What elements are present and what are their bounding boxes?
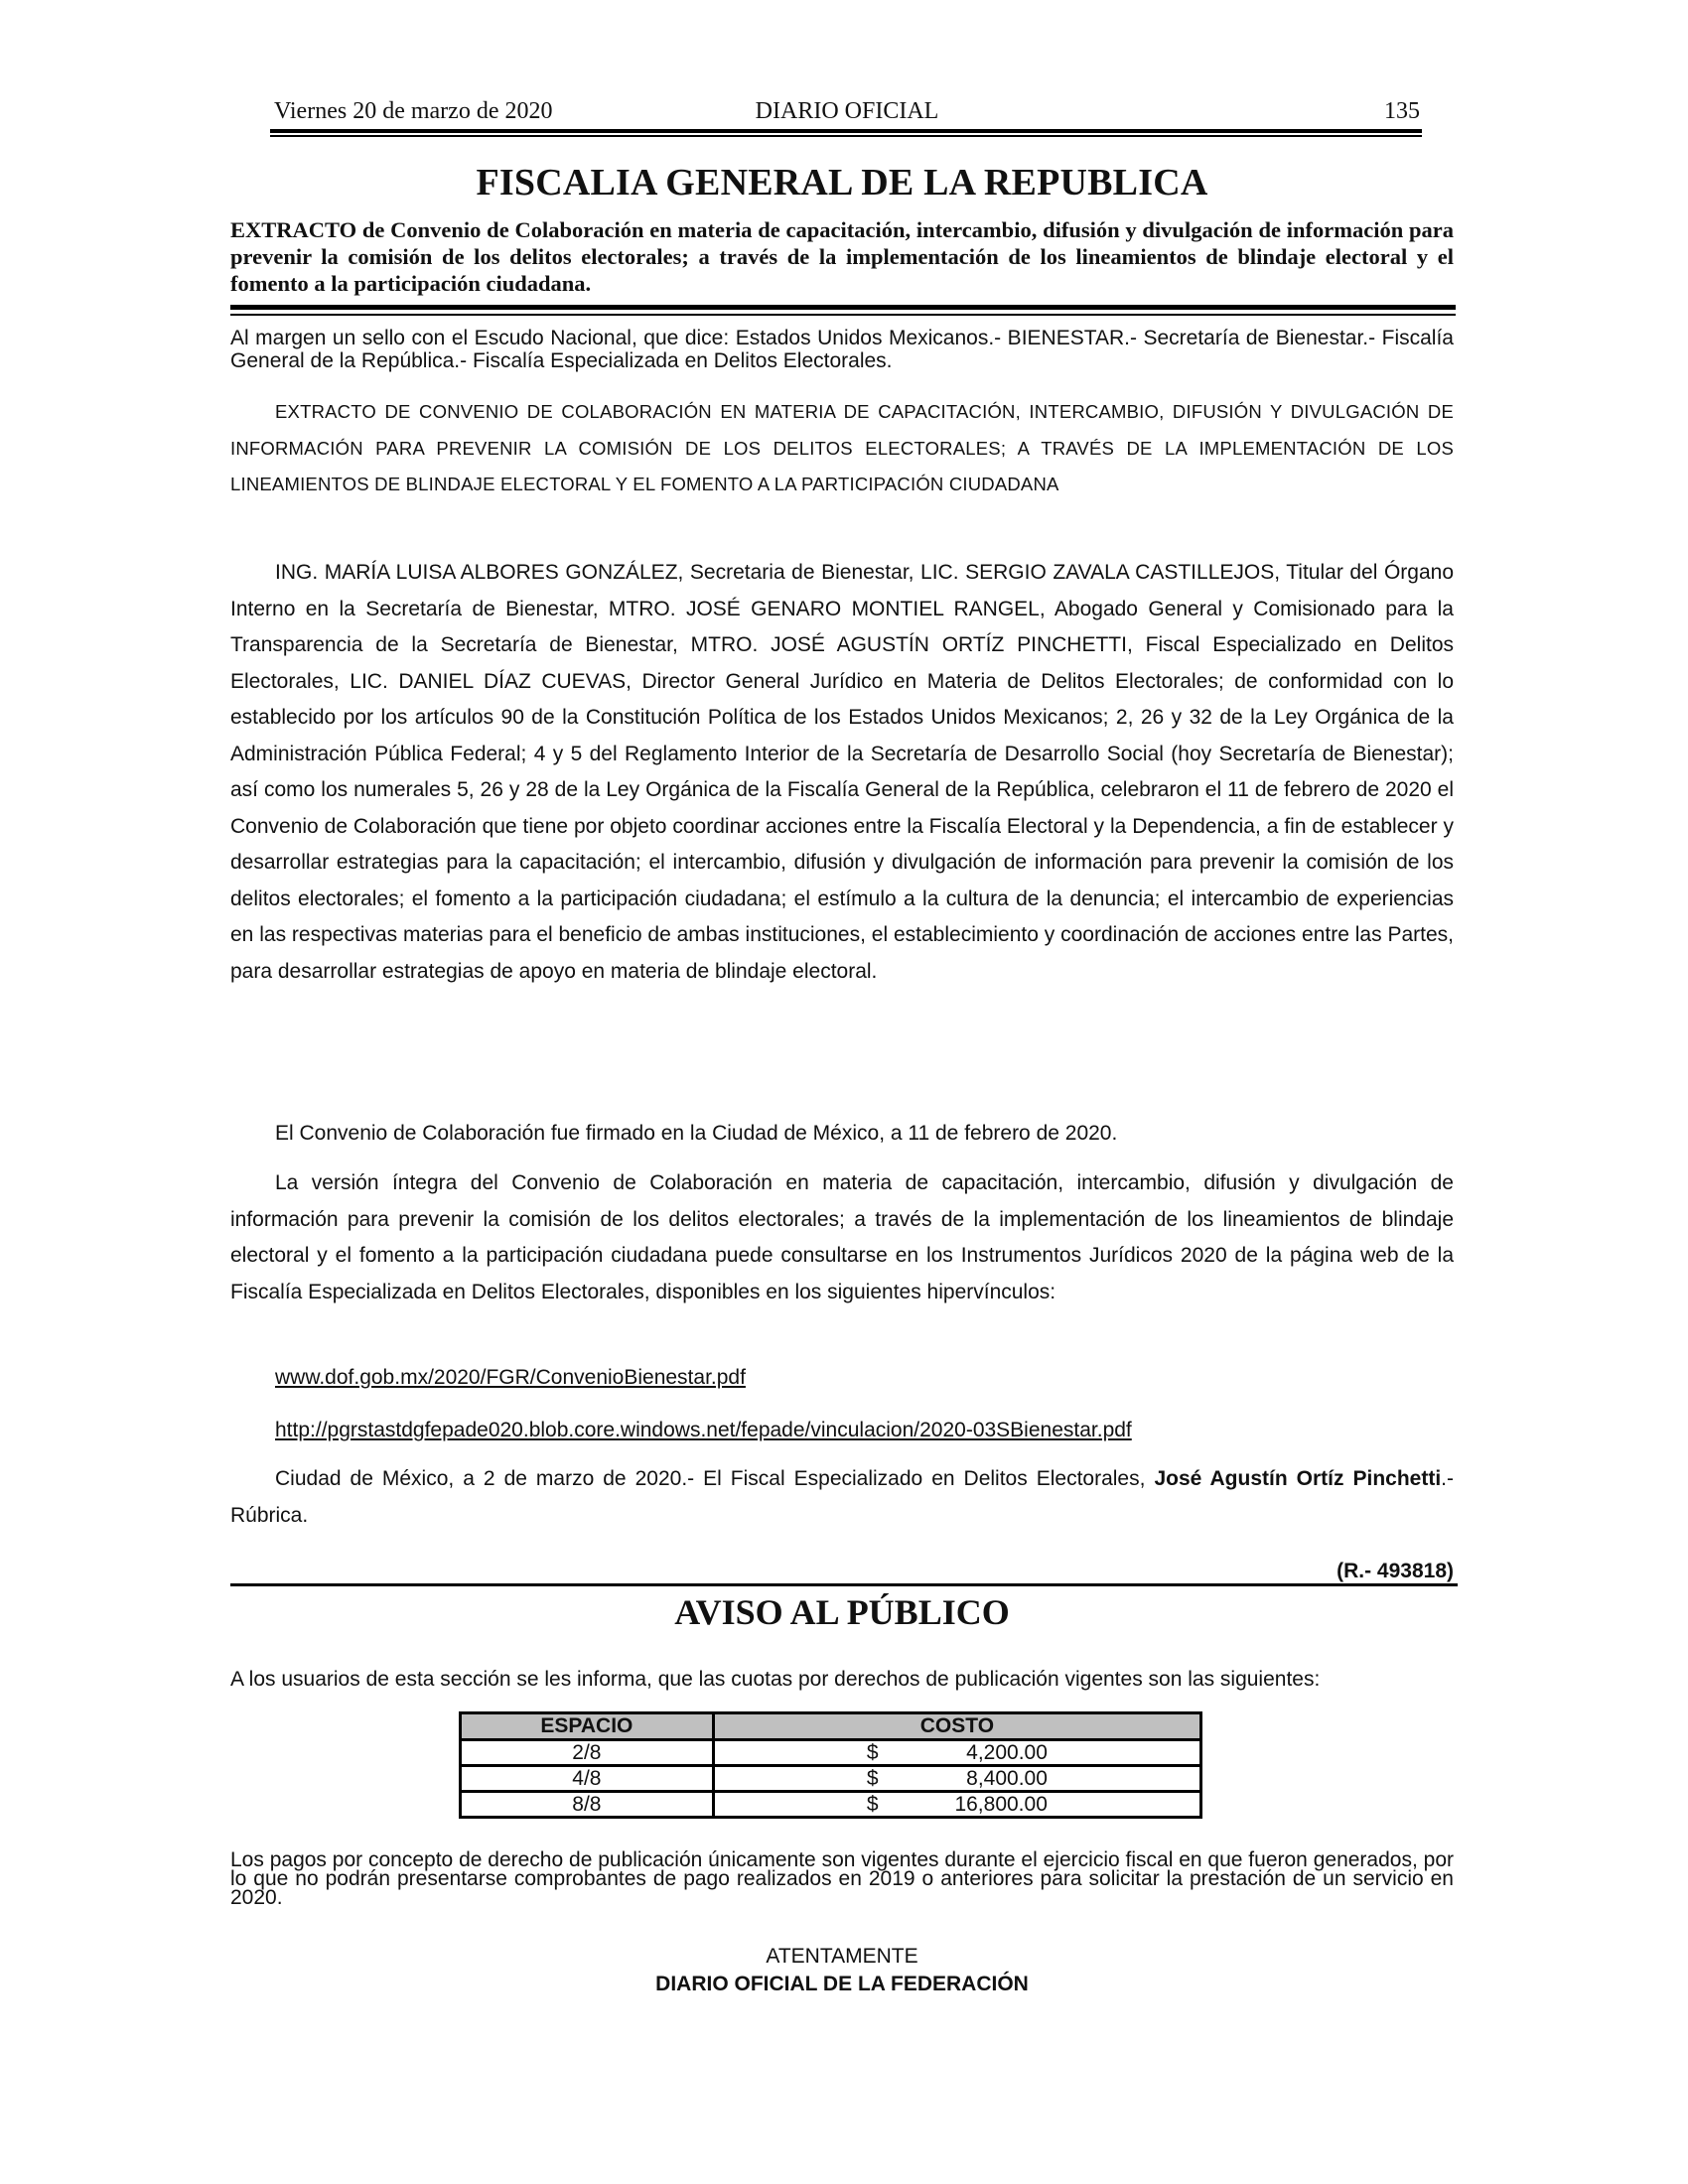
section-title: FISCALIA GENERAL DE LA REPUBLICA <box>476 162 1208 204</box>
currency-symbol: $ <box>866 1766 879 1790</box>
signer-name: José Agustín Ortíz Pinchetti <box>1154 1467 1442 1490</box>
table-row <box>461 1740 1201 1766</box>
payment-note: Los pagos por concepto de derecho de publicación únicamente son vigentes durante el ejercicio fiscal en que fueron generados, por lo que no podrán presentarse comprobantes de pago realizados en 2019 o anteriores para solicitar la prestación de un servicio en 2020. <box>230 1848 1454 1909</box>
closing-sender: DIARIO OFICIAL DE LA FEDERACIÓN <box>655 1973 1029 1995</box>
currency-symbol: $ <box>866 1740 879 1764</box>
extract-rule-thick <box>230 305 1456 310</box>
payment-note-block <box>230 1850 1454 1907</box>
column-header-space: ESPACIO <box>461 1713 714 1740</box>
column-header-cost: COSTO <box>713 1713 1200 1740</box>
publication-reference: (R.- 493818) <box>1336 1560 1454 1582</box>
space-cell: 4/8 <box>461 1766 714 1792</box>
signature-block <box>230 1461 1454 1534</box>
currency-symbol: $ <box>866 1792 879 1816</box>
seal-note: Al margen un sello con el Escudo Nacional, que dice: Estados Unidos Mexicanos.- BIENESTAR.- Secretaría de Bienestar.- Fiscalía General de la República.- Fiscalía Especializada en Delitos Electorales. <box>230 327 1454 372</box>
section-separator <box>230 1583 1458 1586</box>
signature-prefix: Ciudad de México, a 2 de marzo de 2020.- El Fiscal Especializado en Delitos Electorales, <box>275 1467 1155 1490</box>
notice-intro-block <box>230 1670 1454 1689</box>
version-paragraph-block <box>230 1165 1454 1310</box>
cost-amount: 16,800.00 <box>954 1792 1048 1816</box>
cost-amount: 4,200.00 <box>966 1740 1048 1764</box>
header-rule-thin <box>270 135 1422 137</box>
fees-table-header <box>461 1713 1201 1740</box>
link-2-block <box>230 1413 1454 1449</box>
cost-cell <box>713 1740 1200 1766</box>
notice-intro: A los usuarios de esta sección se les informa, que las cuotas por derechos de publicación vigentes son las siguientes: <box>230 1668 1321 1691</box>
version-paragraph: La versión íntegra del Convenio de Colaboración en materia de capacitación, intercambio, difusión y divulgación de información para prevenir la comisión de los delitos electorales; a través de la implementación de los lineamientos de blindaje electoral y el fomento a la participación ciudadana puede consultarse en los Instrumentos Jurídicos 2020 de la página web de la Fiscalía Especializada en Delitos Electorales, disponibles en los siguientes hipervínculos: <box>230 1171 1454 1303</box>
header-rule-thick <box>270 129 1422 133</box>
cost-amount: 8,400.00 <box>966 1766 1048 1790</box>
table-row <box>461 1792 1201 1818</box>
table-row <box>461 1766 1201 1792</box>
cost-cell <box>713 1766 1200 1792</box>
main-paragraph-block <box>230 555 1454 990</box>
convenio-link-fepade[interactable]: http://pgrstastdgfepade020.blob.core.windows.net/fepade/vinculacion/2020-03SBienestar.pdf <box>275 1419 1132 1441</box>
main-paragraph: ING. MARÍA LUISA ALBORES GONZÁLEZ, Secretaria de Bienestar, LIC. SERGIO ZAVALA CASTILLEJOS, Titular del Órgano Interno en la Secretaría de Bienestar, MTRO. JOSÉ GENARO MONTIEL RANGEL, Abogado General y Comisionado para la Transparencia de la Secretaría de Bienestar, MTRO. JOSÉ AGUSTÍN ORTÍZ PINCHETTI, Fiscal Especializado en Delitos Electorales, LIC. DANIEL DÍAZ CUEVAS, Director General Jurídico en Materia de Delitos Electorales; de conformidad con lo establecido por los artículos 90 de la Constitución Política de los Estados Unidos Mexicanos; 2, 26 y 32 de la Ley Orgánica de la Administración Pública Federal; 4 y 5 del Reglamento Interior de la Secretaría de Desarrollo Social (hoy Secretaría de Bienestar); así como los numerales 5, 26 y 28 de la Ley Orgánica de la Fiscalía General de la República, celebraron el 11 de febrero de 2020 el Convenio de Colaboración que tiene por objeto coordinar acciones entre la Fiscalía Electoral y la Dependencia, a fin de establecer y desarrollar estrategias para la capacitación; el intercambio, difusión y divulgación de información para prevenir la comisión de los delitos electorales; el fomento a la participación ciudadana; el estímulo a la cultura de la denuncia; el intercambio de experiencias en las respectivas materias para el beneficio de ambas instituciones, el establecimiento y coordinación de acciones entre las Partes, para desarrollar estrategias de apoyo en materia de blindaje electoral. <box>230 561 1454 983</box>
seal-note-block <box>230 327 1454 372</box>
extract-rule-thin <box>230 314 1456 316</box>
extract-heading: EXTRACTO de Convenio de Colaboración en materia de capacitación, intercambio, difusión y divulgación de información para prevenir la comisión de los delitos electorales; a través de la implementación de los lineamientos de blindaje electoral y el fomento a la participación ciudadana. <box>230 217 1454 296</box>
signed-paragraph-block <box>230 1116 1454 1153</box>
issue-date: Viernes 20 de marzo de 2020 <box>274 98 553 124</box>
signature-paragraph <box>230 1461 1454 1534</box>
agreement-caps-title: EXTRACTO DE CONVENIO DE COLABORACIÓN EN MATERIA DE CAPACITACIÓN, INTERCAMBIO, DIFUSIÓN Y DIVULGACIÓN DE INFORMACIÓN PARA PREVENIR LA COMISIÓN DE LOS DELITOS ELECTORALES; A TRAVÉS DE LA IMPLEMENTACIÓN DE LOS LINEAMIENTOS DE BLINDAJE ELECTORAL Y EL FOMENTO A LA PARTICIPACIÓN CIUDADANA <box>230 401 1454 495</box>
signature-suffix: .- Rúbrica. <box>230 1467 1454 1527</box>
link-1-block <box>230 1360 1454 1397</box>
caps-title-block <box>230 394 1454 503</box>
signed-paragraph: El Convenio de Colaboración fue firmado en la Ciudad de México, a 11 de febrero de 2020. <box>275 1122 1118 1145</box>
convenio-link-dof[interactable]: www.dof.gob.mx/2020/FGR/ConvenioBienestar.pdf <box>275 1366 746 1389</box>
running-header <box>274 97 1420 127</box>
fees-table <box>459 1711 1202 1819</box>
closing-salutation: ATENTAMENTE <box>766 1945 918 1968</box>
space-cell: 2/8 <box>461 1740 714 1766</box>
notice-title: AVISO AL PÚBLICO <box>674 1592 1010 1632</box>
publication-name: DIARIO OFICIAL <box>755 98 939 124</box>
cost-cell <box>713 1792 1200 1818</box>
page-number: 135 <box>1384 98 1420 124</box>
space-cell: 8/8 <box>461 1792 714 1818</box>
